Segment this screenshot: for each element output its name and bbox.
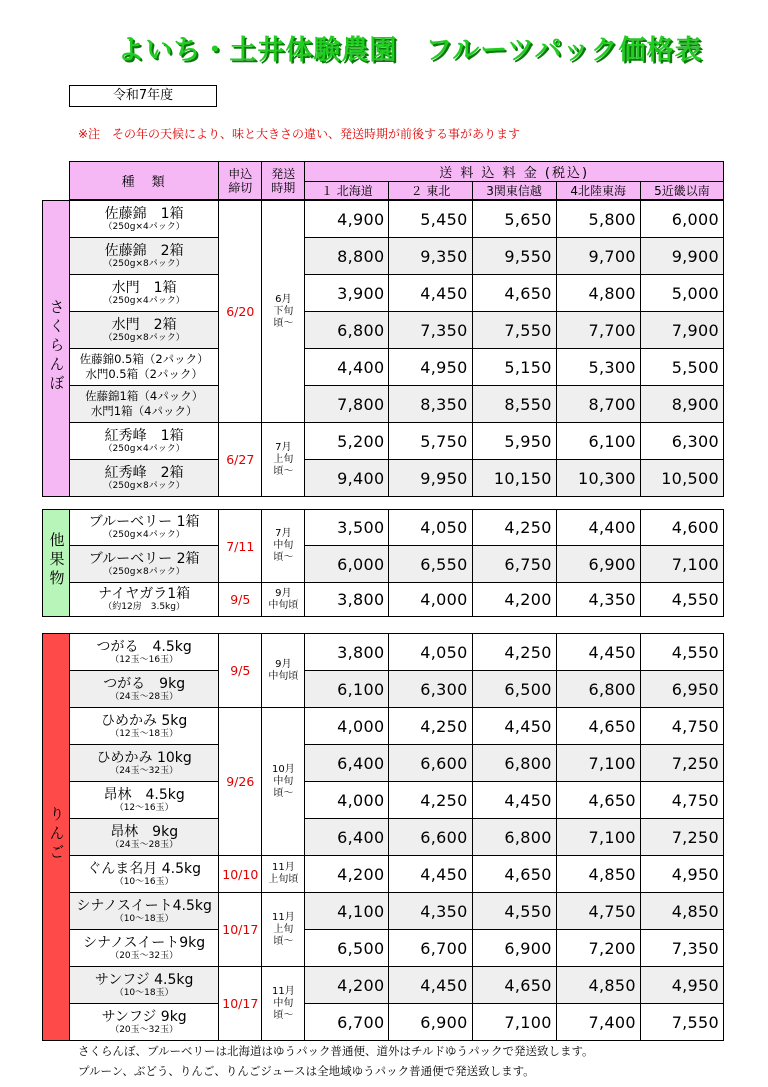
price-cell: 4,350: [389, 893, 472, 930]
region-header: 4北陸東海: [556, 182, 640, 200]
price-cell: 6,950: [640, 671, 723, 708]
item-detail: （250g×4パック）: [103, 295, 185, 306]
price-cell: 4,000: [305, 708, 389, 745]
price-cell: 6,800: [556, 671, 640, 708]
price-cell: 7,100: [556, 745, 640, 782]
price-cell: 6,700: [305, 1004, 389, 1041]
item-detail: （250g×4パック）: [103, 443, 185, 454]
notice-text: ※注 その年の天候により、味と大きさの違い、発送時期が前後する事があります: [78, 127, 521, 141]
price-cell: 10,150: [472, 460, 556, 497]
price-cell: 4,850: [640, 893, 723, 930]
price-cell: 9,700: [556, 238, 640, 275]
price-cell: 7,200: [556, 930, 640, 967]
price-cell: 3,800: [305, 634, 389, 671]
shipping-period-cell: 7月 中旬 頃～: [262, 510, 305, 583]
item-cell: [70, 930, 219, 967]
item-name: 昂林 9kg: [110, 823, 179, 840]
item-name: サンフジ 4.5kg: [94, 971, 194, 988]
price-cell: 4,650: [472, 275, 556, 312]
price-cell: 7,700: [556, 312, 640, 349]
price-cell: 6,600: [389, 745, 472, 782]
item-detail: （12玉～16玉）: [110, 654, 179, 665]
price-cell: 8,350: [389, 386, 472, 423]
item-cell: [70, 386, 219, 423]
item-cell: [70, 238, 219, 275]
item-detail: （250g×8パック）: [103, 332, 185, 343]
item-cell: [70, 546, 219, 583]
item-name: 紅秀峰 2箱: [104, 464, 184, 481]
item-name: 佐藤錦1箱（4パック）: [85, 389, 204, 403]
price-cell: 6,600: [389, 819, 472, 856]
shipping-period-cell: 9月 中旬頃: [262, 634, 305, 708]
price-cell: 9,400: [305, 460, 389, 497]
item-detail: （12玉～18玉）: [110, 728, 179, 739]
price-cell: 4,900: [305, 201, 389, 238]
price-cell: 5,800: [556, 201, 640, 238]
price-cell: 4,100: [305, 893, 389, 930]
item-cell: [70, 634, 219, 671]
item-name: ひめかみ 10kg: [96, 749, 192, 766]
deadline-cell: 7/11: [219, 510, 262, 583]
price-cell: 5,500: [640, 349, 723, 386]
item-name: 佐藤錦 2箱: [104, 242, 184, 259]
price-cell: 9,950: [389, 460, 472, 497]
price-cell: 6,700: [389, 930, 472, 967]
category-cherry: さくらんぼ: [43, 201, 70, 497]
price-cell: 10,500: [640, 460, 723, 497]
item-detail: （250g×8パック）: [103, 480, 185, 491]
region-header: 5近畿以南: [640, 182, 723, 200]
price-cell: 6,000: [640, 201, 723, 238]
shipping-period-cell: 6月 下旬 頃～: [262, 201, 305, 423]
item-detail: （10～16玉）: [114, 876, 174, 887]
price-cell: 6,550: [389, 546, 472, 583]
fee-group-header: 送 料 込 料 金 (税込): [305, 162, 724, 182]
price-cell: 4,400: [556, 510, 640, 546]
page-title: よいち・土井体験農園 フルーツパック価格表: [117, 35, 703, 66]
price-cell: 9,350: [389, 238, 472, 275]
region-header: 3関東信越: [472, 182, 556, 200]
price-cell: 5,300: [556, 349, 640, 386]
price-cell: 7,900: [640, 312, 723, 349]
price-cell: 6,900: [389, 1004, 472, 1041]
item-name: 佐藤錦 1箱: [104, 205, 184, 222]
fiscal-year-label: 令和7年度: [69, 85, 217, 107]
item-detail: （10～18玉）: [114, 987, 174, 998]
region-header: ２ 東北: [389, 182, 472, 200]
price-cell: 4,350: [556, 583, 640, 617]
item-detail: （250g×4パック）: [103, 221, 185, 232]
price-cell: 7,250: [640, 745, 723, 782]
price-cell: 6,900: [472, 930, 556, 967]
deadline-cell: 10/17: [219, 893, 262, 967]
price-cell: 10,300: [556, 460, 640, 497]
price-cell: 6,900: [556, 546, 640, 583]
item-cell: [70, 782, 219, 819]
price-cell: 7,100: [640, 546, 723, 583]
price-cell: 4,750: [556, 893, 640, 930]
price-cell: 4,450: [389, 856, 472, 893]
footer-note: プルーン、ぶどう、りんご、りんごジュースは全地域ゆうパック普通便で発送致します。: [78, 1064, 535, 1078]
item-cell: [70, 510, 219, 546]
item-detail: （20玉～32玉）: [110, 950, 179, 961]
price-cell: 4,850: [556, 856, 640, 893]
item-cell: [70, 671, 219, 708]
price-cell: 6,800: [305, 312, 389, 349]
item-name: シナノスイート9kg: [83, 934, 206, 951]
category-apple: りんご: [43, 634, 70, 1041]
price-cell: 4,000: [305, 782, 389, 819]
category-other-fruit: 他果物: [43, 510, 70, 617]
item-cell: [70, 745, 219, 782]
price-cell: 4,450: [472, 708, 556, 745]
item-name: 紅秀峰 1箱: [104, 427, 184, 444]
item-detail: 水門0.5箱（2パック）: [85, 367, 203, 381]
item-cell: [70, 819, 219, 856]
item-name: つがる 9kg: [103, 675, 186, 692]
cherry-section: [42, 200, 724, 497]
item-cell: [70, 275, 219, 312]
item-detail: （250g×8パック）: [103, 258, 185, 269]
price-cell: 6,300: [640, 423, 723, 460]
price-cell: 4,450: [472, 782, 556, 819]
shipping-period-cell: 10月 中旬 頃～: [262, 708, 305, 856]
price-cell: 4,550: [640, 583, 723, 617]
deadline-cell: 9/5: [219, 634, 262, 708]
apple-section: [42, 633, 724, 1041]
item-name: ひめかみ 5kg: [100, 712, 188, 729]
item-name: 水門 1箱: [111, 279, 177, 296]
price-cell: 4,250: [389, 708, 472, 745]
price-cell: 9,900: [640, 238, 723, 275]
item-name: ブルーベリー 2箱: [88, 550, 200, 567]
item-detail: （10～18玉）: [114, 913, 174, 924]
item-cell: [70, 583, 219, 617]
variety-header: 種 類: [70, 162, 219, 200]
item-name: 水門 2箱: [111, 316, 177, 333]
item-detail: （250g×4パック）: [103, 530, 185, 540]
item-detail: （24玉～32玉）: [110, 765, 179, 776]
price-cell: 7,550: [472, 312, 556, 349]
deadline-cell: 9/26: [219, 708, 262, 856]
price-cell: 4,550: [472, 893, 556, 930]
price-cell: 4,650: [556, 782, 640, 819]
item-name: サンフジ 9kg: [101, 1008, 187, 1025]
price-cell: 4,650: [556, 708, 640, 745]
price-table-header: [69, 161, 724, 200]
price-cell: 4,450: [389, 275, 472, 312]
deadline-header: 申込 締切: [219, 162, 262, 200]
item-name: つがる 4.5kg: [96, 638, 192, 655]
item-detail: （250g×8パック）: [103, 566, 185, 577]
other-fruit-section: [42, 509, 724, 617]
price-cell: 3,900: [305, 275, 389, 312]
price-cell: 4,950: [389, 349, 472, 386]
item-detail: （約12房 3.5kg）: [103, 602, 185, 612]
item-detail: （24玉～28玉）: [110, 691, 179, 702]
price-cell: 4,200: [305, 856, 389, 893]
item-cell: [70, 967, 219, 1004]
price-cell: 7,350: [640, 930, 723, 967]
price-cell: 7,100: [556, 819, 640, 856]
deadline-cell: 9/5: [219, 583, 262, 617]
item-cell: [70, 460, 219, 497]
price-cell: 6,800: [472, 745, 556, 782]
shipping-period-cell: 9月 中旬頃: [262, 583, 305, 617]
item-cell: [70, 1004, 219, 1041]
deadline-cell: 6/20: [219, 201, 262, 423]
price-cell: 4,200: [472, 583, 556, 617]
price-cell: 4,800: [556, 275, 640, 312]
price-cell: 4,000: [389, 583, 472, 617]
price-cell: 5,750: [389, 423, 472, 460]
price-cell: 4,250: [389, 782, 472, 819]
price-cell: 4,400: [305, 349, 389, 386]
price-cell: 4,750: [640, 708, 723, 745]
price-cell: 9,550: [472, 238, 556, 275]
item-cell: [70, 423, 219, 460]
item-cell: [70, 312, 219, 349]
price-cell: 6,800: [472, 819, 556, 856]
price-cell: 6,300: [389, 671, 472, 708]
price-cell: 6,750: [472, 546, 556, 583]
price-cell: 6,400: [305, 745, 389, 782]
price-cell: 7,550: [640, 1004, 723, 1041]
item-cell: [70, 856, 219, 893]
item-name: 昂林 4.5kg: [103, 786, 185, 803]
item-name: ナイヤガラ1箱: [98, 586, 191, 602]
price-cell: 8,550: [472, 386, 556, 423]
item-name: シナノスイート4.5kg: [76, 897, 212, 914]
price-cell: 4,450: [389, 967, 472, 1004]
price-cell: 3,500: [305, 510, 389, 546]
item-cell: [70, 708, 219, 745]
price-cell: 4,850: [556, 967, 640, 1004]
item-cell: [70, 893, 219, 930]
price-cell: 4,600: [640, 510, 723, 546]
price-cell: 3,800: [305, 583, 389, 617]
shipping-period-cell: 11月 上旬 頃～: [262, 893, 305, 967]
price-cell: 4,050: [389, 510, 472, 546]
price-cell: 4,250: [472, 510, 556, 546]
item-name: 佐藤錦0.5箱（2パック）: [79, 352, 209, 366]
item-detail: （12～16玉）: [114, 802, 174, 813]
item-cell: [70, 349, 219, 386]
footer-note: さくらんぼ、ブルーベリーは北海道はゆうパック普通便、道外はチルドゆうパックで発送致します。: [78, 1044, 594, 1058]
price-cell: 6,400: [305, 819, 389, 856]
price-cell: 4,950: [640, 967, 723, 1004]
price-cell: 5,650: [472, 201, 556, 238]
price-cell: 5,150: [472, 349, 556, 386]
price-cell: 5,450: [389, 201, 472, 238]
price-cell: 4,950: [640, 856, 723, 893]
price-cell: 4,050: [389, 634, 472, 671]
item-detail: 水門1箱（4パック）: [90, 404, 198, 418]
shipping-period-cell: 11月 上旬頃: [262, 856, 305, 893]
price-cell: 7,400: [556, 1004, 640, 1041]
price-cell: 5,950: [472, 423, 556, 460]
item-detail: （24玉～28玉）: [110, 839, 179, 850]
price-cell: 4,450: [556, 634, 640, 671]
price-cell: 8,900: [640, 386, 723, 423]
deadline-cell: 10/10: [219, 856, 262, 893]
price-cell: 7,250: [640, 819, 723, 856]
item-cell: [70, 201, 219, 238]
price-cell: 5,000: [640, 275, 723, 312]
price-cell: 4,750: [640, 782, 723, 819]
price-cell: 6,500: [305, 930, 389, 967]
deadline-cell: 10/17: [219, 967, 262, 1041]
item-name: ぐんま名月 4.5kg: [87, 860, 201, 877]
price-cell: 4,550: [640, 634, 723, 671]
price-cell: 6,000: [305, 546, 389, 583]
price-cell: 8,800: [305, 238, 389, 275]
item-name: ブルーベリー 1箱: [88, 514, 200, 530]
region-header: １ 北海道: [305, 182, 389, 200]
price-cell: 4,650: [472, 856, 556, 893]
price-cell: 6,100: [556, 423, 640, 460]
price-cell: 6,100: [305, 671, 389, 708]
shipping-period-cell: 7月 上旬 頃～: [262, 423, 305, 497]
price-cell: 6,500: [472, 671, 556, 708]
price-cell: 4,250: [472, 634, 556, 671]
shipping-header: 発送 時期: [262, 162, 305, 200]
price-cell: 7,350: [389, 312, 472, 349]
deadline-cell: 6/27: [219, 423, 262, 497]
shipping-period-cell: 11月 中旬 頃～: [262, 967, 305, 1041]
price-cell: 4,650: [472, 967, 556, 1004]
price-cell: 7,100: [472, 1004, 556, 1041]
price-cell: 8,700: [556, 386, 640, 423]
item-detail: （20玉～32玉）: [110, 1024, 179, 1035]
price-cell: 7,800: [305, 386, 389, 423]
price-cell: 4,200: [305, 967, 389, 1004]
price-cell: 5,200: [305, 423, 389, 460]
